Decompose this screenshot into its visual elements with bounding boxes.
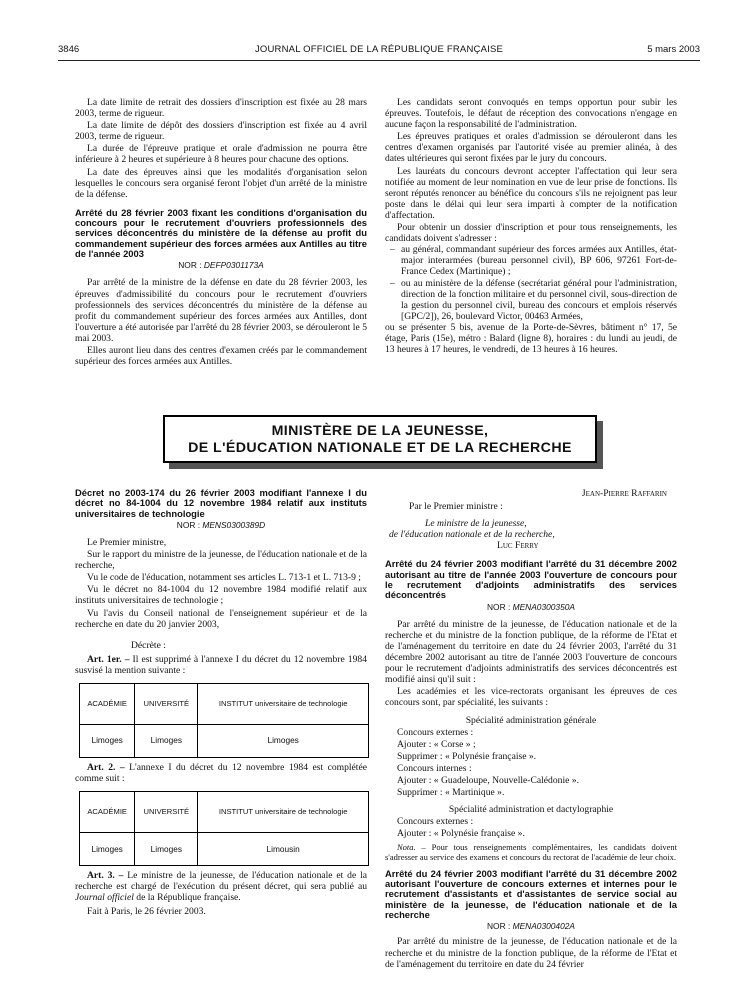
ministry-heading: MINISTÈRE DE LA JEUNESSE, DE L'ÉDUCATION NATIONALE ET DE LA RECHERCHE [163,415,597,463]
top-right-column [385,97,677,355]
table-header: UNIVERSITÉ [135,792,198,833]
page-number: 3846 [58,44,80,55]
table-row: Limoges Limoges Limoges [80,725,369,758]
line: Supprimer : « Martinique ». [397,787,505,799]
paragraph: Les épreuves pratiques et orales d'admission se dérouleront dans les centres d'examen organisés par l'autorité visée au premier alinéa, à des dates ultérieures qui seront fixées par le jury du concours. [385,131,677,165]
paragraph: La date des épreuves ainsi que les modalités d'organisation selon lesquelles le concours sera organisé feront l'objet d'un arrêté de la ministre de la défense. [75,166,367,200]
line: Ajouter : « Guadeloupe, Nouvelle-Calédonie ». [397,774,579,786]
article-2: Art. 2. – L'annexe I du décret du 12 novembre 1984 est complétée comme suit : [75,762,367,785]
paragraph: Vu le code de l'éducation, notamment ses articles L. 713-1 et L. 713-9 ; [87,572,361,584]
paragraph: Par arrêté de la ministre de la défense en date du 28 février 2003, les épreuves d'admissibilité du concours pour le recrutement d'ouvriers professionnels des services déconcentrés du ministère de la défense au profit du commandement supérieur des forces armées aux Antilles, dont l'ouverture a été autorisée par l'arrêté du 28 février 2003, se dérouleront le 5 mai 2003. [75,277,367,344]
address-list [385,244,677,322]
line: Supprimer : « Polynésie française ». [397,750,537,762]
line: Ajouter : « Polynésie française ». [397,828,525,840]
article-3: Art. 3. – Le ministre de la jeunesse, de l'éducation nationale et de la recherche est chargé de l'exécution du présent décret, qui sera publié au Journal officiel de la République française. [75,870,367,904]
list-item: – ou au ministère de la défense (secrétariat général pour l'administration, direction de la fonction militaire et du personnel civil, sous-direction de la gestion du personnel civil, bureau des concours et emplois réservés [GPC/2]), 26, boulevard Victor, 00463 Armées, [385,278,677,322]
page-header [58,44,700,58]
signature-name: Luc Ferry [497,540,539,552]
arrete-title: Arrêté du 28 février 2003 fixant les conditions d'organisation du concours pour le recrutement d'ouvriers professionnels des services déconcentrés du ministère de la défense au profit du commandement supérieur des forces armées aux Antilles au titre de l'année 2003 [75,206,367,260]
paragraph: La date limite de dépôt des dossiers d'inscription est fixée au 4 avril 2003, terme de rigueur. [75,120,367,143]
signature-name: Jean-Pierre Raffarin [581,488,667,499]
paragraph: Elles auront lieu dans des centres d'examen créés par le commandement supérieur des forces armées aux Antilles. [75,344,367,368]
table-header: INSTITUT universitaire de technologie [198,684,369,725]
specialite-heading: Spécialité administration et dactylographie [448,804,614,816]
article-1: Art. 1er. – Il est supprimé à l'annexe I du décret du 12 novembre 1984 susvisé la mention suivante : [75,653,367,676]
nota: Nota. – Pour tous renseignements complémentaires, les candidats doivent s'adresser au service des examens et concours du rectorat de l'académie de leur choix. [385,842,677,863]
nor-reference: NOR : MENA0300402A [487,921,575,932]
table-row: Limoges Limoges Limousin [80,833,369,866]
paragraph: Par arrêté du ministre de la jeunesse, de l'éducation nationale et de la recherche et du ministre de la fonction publique, de la réforme de l'Etat et de l'aménagement du territoire en date du 24 février [385,936,677,970]
signature-by: Par le Premier ministre : [409,501,503,513]
bottom-right-column [385,488,677,970]
line: Concours externes : [397,726,474,738]
nor-reference: NOR : MENS0300389D [176,519,266,530]
table-header: INSTITUT universitaire de technologie [198,792,369,833]
arrete-title: Arrêté du 24 février 2003 modifiant l'arrêté du 31 décembre 2002 autorisant l'ouverture de concours externes et internes pour le recrutement d'assistants et d'assistantes de service social au ministère de la jeunesse, de l'éducation nationale et de la recherche [385,867,677,921]
top-left-column [75,97,367,367]
paragraph: Sur le rapport du ministre de la jeunesse, de l'éducation nationale et de la recherche, [75,549,367,572]
table-1 [79,683,369,758]
nor-reference: NOR : MENA0300350A [487,601,575,612]
journal-title: JOURNAL OFFICIEL DE LA RÉPUBLIQUE FRANÇAISE [254,44,504,55]
paragraph: Pour obtenir un dossier d'inscription et pour tous renseignements, les candidats doivent s'adresser : [385,222,677,245]
bottom-left-column [75,488,367,918]
paragraph: Par arrêté du ministre de la jeunesse, de l'éducation nationale et de la recherche et du ministre de la fonction publique, de la réforme de l'Etat et de l'aménagement du territoire en date du 24 février 2003, l'arrêté du 31 décembre 2002 autorisant au titre de l'année 2003 l'ouverture de concours pour le recrutement d'adjoints administratifs des services déconcentrés est modifié ainsi qu'il suit : [385,618,677,686]
paragraph: Le Premier ministre, [87,536,167,548]
paragraph: Les lauréats du concours devront accepter l'affectation qui leur sera notifiée au moment de leur nomination en vue de leur prise de fonctions. Ils seront réputés renoncer au bénéfice du concours s'ils ne rejoignent pas leur poste dans le délai qui leur sera imparti à compter de la notification d'affectation. [385,165,677,221]
table-header: UNIVERSITÉ [135,684,198,725]
paragraph: Les candidats seront convoqués en temps opportun pour subir les épreuves. Toutefois, le défaut de réception des convocations n'engage en aucune façon la responsabilité de l'administration. [385,97,677,131]
nor-reference: NOR : DEFP0301173A [178,260,264,271]
table-header: ACADÉMIE [80,792,135,833]
decret-title: Décret no 2003-174 du 26 février 2003 modifiant l'annexe I du décret no 84-1004 du 12 novembre 1984 relatif aux instituts universitaires de technologie [75,487,367,519]
signature-role: de l'éducation nationale et de la recherche, [389,529,555,541]
line: Ajouter : « Corse » ; [397,738,476,750]
specialite-heading: Spécialité administration générale [465,714,597,726]
paragraph: La durée de l'épreuve pratique et orale d'admission ne pourra être inférieure à 2 heures et supérieure à 8 heures pour chacune des options. [75,143,367,166]
paragraph: La date limite de retrait des dossiers d'inscription est fixée au 28 mars 2003, terme de rigueur. [75,97,367,120]
list-item: – au général, commandant supérieur des forces armées aux Antilles, état-major interarmées (bureau personnel civil), BP 606, 97261 Fort-de-France Cedex (Martinique) ; [385,244,677,277]
header-rule [58,60,700,61]
arrete-title: Arrêté du 24 février 2003 modifiant l'arrêté du 31 décembre 2002 autorisant au titre de l'année 2003 l'ouverture de concours pour le recrutement d'adjoints administratifs des services déconcentrés [385,558,677,601]
fait-a-paris: Fait à Paris, le 26 février 2003. [87,906,206,918]
paragraph: Vu l'avis du Conseil national de l'enseignement supérieur et de la recherche en date du 20 janvier 2003, [75,607,367,630]
table-2 [79,791,369,866]
paragraph: Les académies et les vice-rectorats organisant les épreuves de ces concours sont, par spécialité, les suivants : [385,686,677,709]
signature-role: Le ministre de la jeunesse, [425,518,527,530]
paragraph: Vu le décret no 84-1004 du 12 novembre 1984 modifié relatif aux instituts universitaires de technologie ; [75,584,367,607]
table-header: ACADÉMIE [80,684,135,725]
line: Concours internes : [397,762,472,774]
decrete: Décrète : [131,639,166,651]
issue-date: 5 mars 2003 [647,44,700,55]
line: Concours externes : [397,816,474,828]
paragraph: ou se présenter 5 bis, avenue de la Porte-de-Sèvres, bâtiment n° 17, 5e étage, Paris (15e), métro : Balard (ligne 8), horaires : du lundi au jeudi, de 13 heures à 17 heures, le vendredi, de 13 heures à 16 heures. [385,321,677,356]
